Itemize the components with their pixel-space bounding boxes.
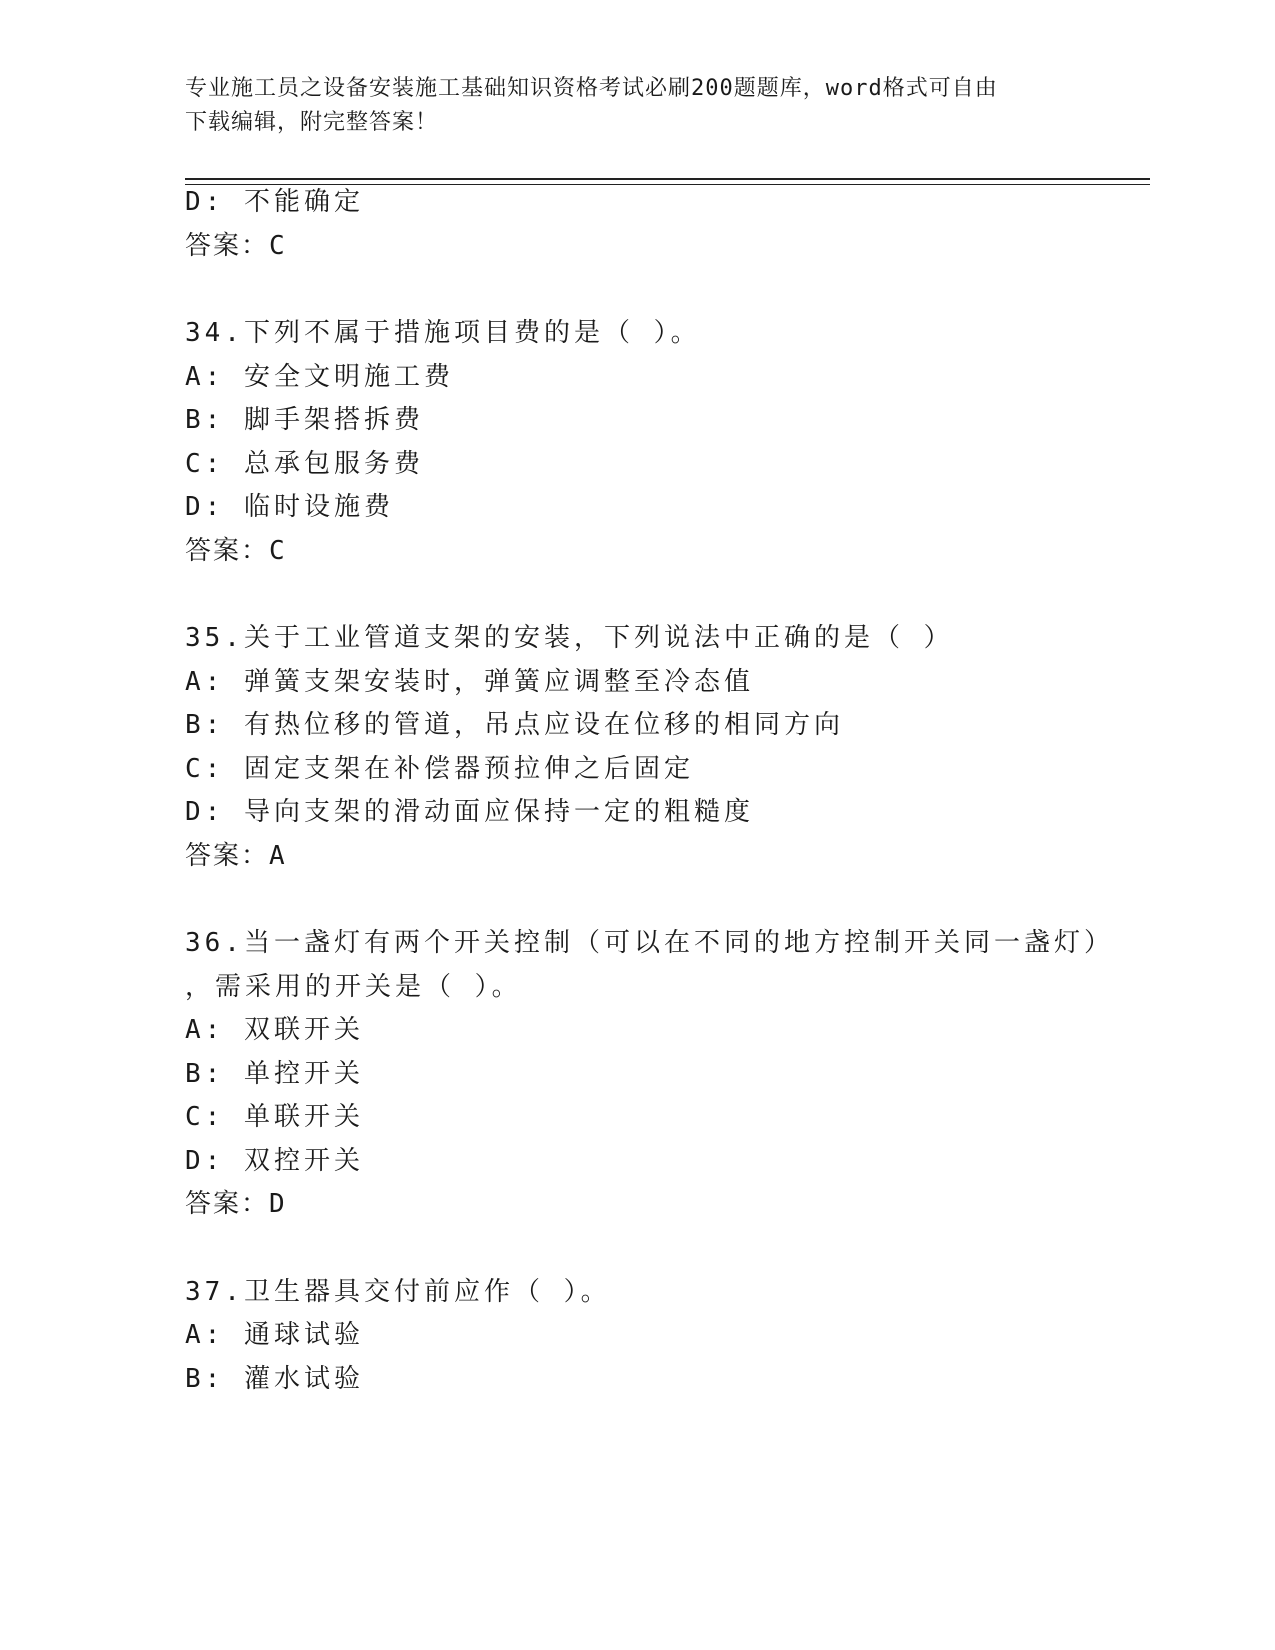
q34-option-c: C: 总承包服务费: [185, 449, 424, 479]
header-title-line-1: 专业施工员之设备安装施工基础知识资格考试必刷200题题库，word格式可自由: [185, 76, 998, 101]
header-rule-thin: [185, 184, 1150, 185]
q36-option-c: C: 单联开关: [185, 1102, 364, 1132]
q37-stem: 37.卫生器具交付前应作（ ）。: [185, 1277, 611, 1307]
q36-option-d: D: 双控开关: [185, 1146, 364, 1176]
q35-option-b: B: 有热位移的管道，吊点应设在位移的相同方向: [185, 710, 844, 740]
q36-option-b: B: 单控开关: [185, 1059, 364, 1089]
q33-answer: 答案：C: [185, 231, 287, 261]
q34-option-a: A: 安全文明施工费: [185, 362, 454, 392]
q34-stem: 34.下列不属于措施项目费的是（ ）。: [185, 318, 701, 348]
q35-option-c: C: 固定支架在补偿器预拉伸之后固定: [185, 754, 694, 784]
q34-option-d: D: 临时设施费: [185, 492, 394, 522]
q36-stem-line-2: ，需采用的开关是（ ）。: [185, 972, 522, 1002]
q36-option-a: A: 双联开关: [185, 1015, 364, 1045]
q34-answer: 答案：C: [185, 536, 287, 566]
q35-option-a: A: 弹簧支架安装时，弹簧应调整至冷态值: [185, 667, 754, 697]
q34-option-b: B: 脚手架搭拆费: [185, 405, 424, 435]
q36-stem-line-1: 36.当一盏灯有两个开关控制（可以在不同的地方控制开关同一盏灯）: [185, 928, 1114, 958]
q35-option-d: D: 导向支架的滑动面应保持一定的粗糙度: [185, 797, 754, 827]
header-rule-thick: [185, 178, 1150, 180]
q36-answer: 答案：D: [185, 1189, 287, 1219]
header-title-line-2: 下载编辑，附完整答案！: [185, 110, 439, 135]
q37-option-a: A: 通球试验: [185, 1320, 364, 1350]
q37-option-b: B: 灌水试验: [185, 1364, 364, 1394]
q33-option-d: D: 不能确定: [185, 187, 364, 217]
q35-answer: 答案：A: [185, 841, 287, 871]
document-header: [185, 72, 1085, 140]
q35-stem: 35.关于工业管道支架的安装，下列说法中正确的是（ ）: [185, 623, 954, 653]
